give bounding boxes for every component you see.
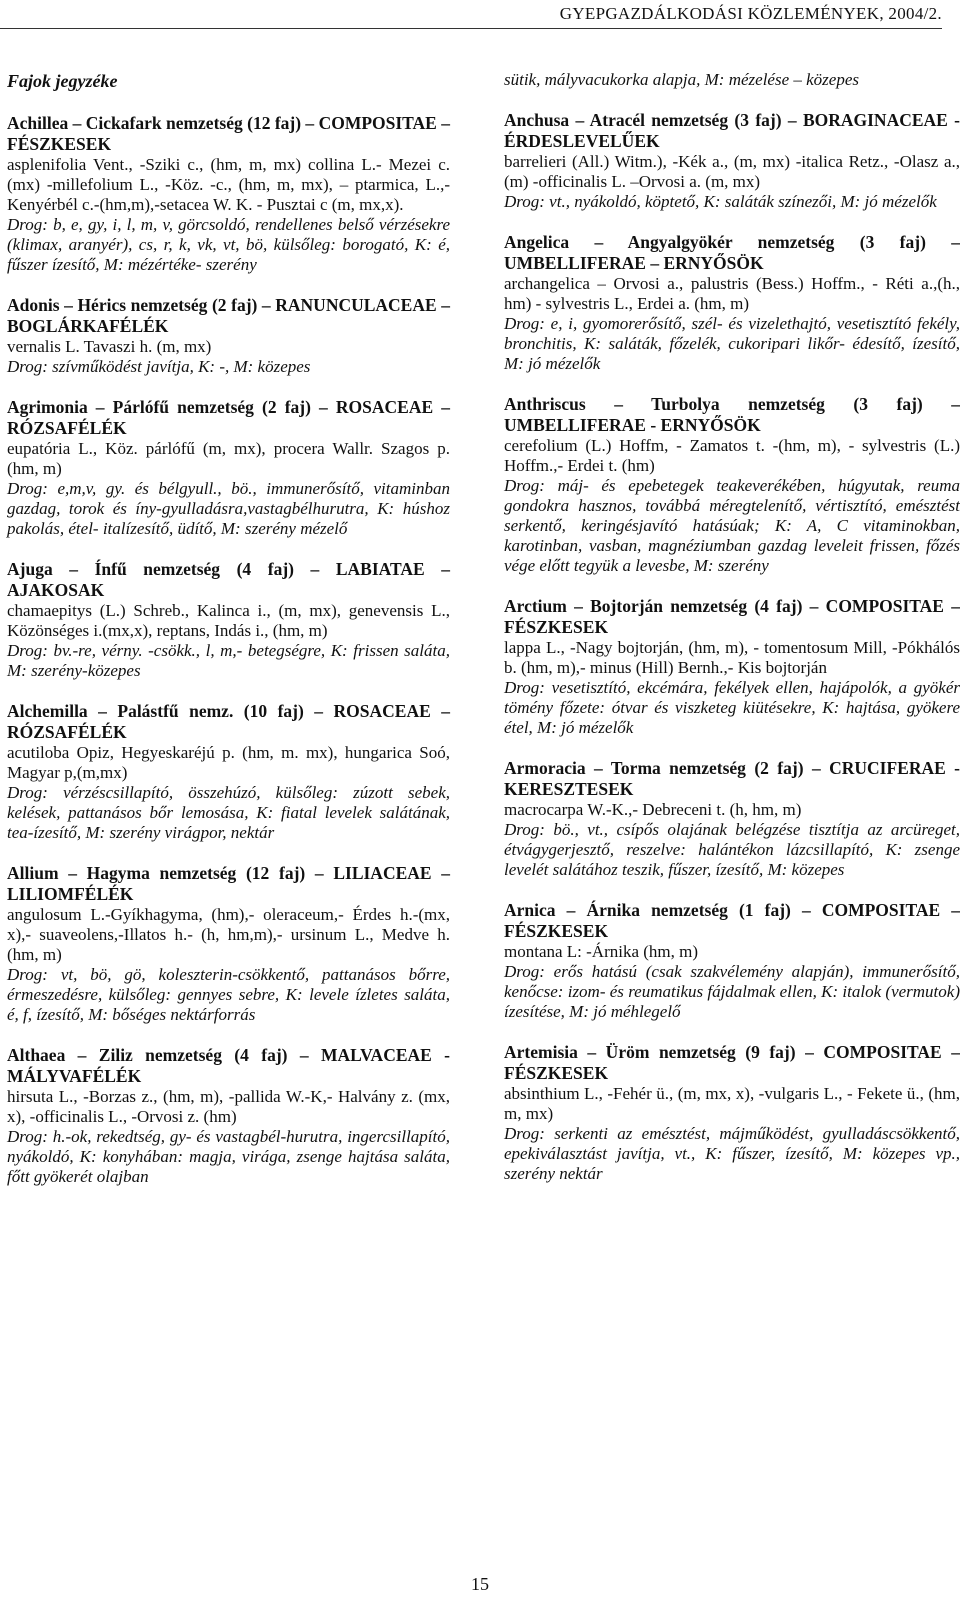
entry-arctium	[504, 596, 960, 738]
entry-althaea	[7, 1045, 450, 1187]
species-list: lappa L., -Nagy bojtorján, (hm, m), - tomentosum Mill, -Pókhálós b. (hm, m),- minus (Hill) Bernh.,- Kis bojtorján	[504, 638, 960, 677]
entry-arnica	[504, 900, 960, 1022]
species-list: eupatória L., Köz. párlófű (m, mx), procera Wallr. Szagos p. (hm, m)	[7, 439, 450, 478]
species-list: montana L: -Árnika (hm, m)	[504, 942, 699, 961]
genus-heading: Angelica – Angyalgyökér nemzetség (3 faj) – UMBELLIFERAE – ERNYŐSÖK	[504, 232, 960, 273]
genus-heading: Ajuga – Ínfű nemzetség (4 faj) – LABIATAE – AJAKOSAK	[7, 559, 450, 600]
drog-description: Drog: vt, bö, gö, koleszterin-csökkentő, pattanásos bőrre, érmeszedésre, külsőleg: gennyes sebre, K: levele ízletes saláta, é, f, ízesítő, M: bőséges nektárforrás	[7, 965, 450, 1024]
genus-heading: Agrimonia – Párlófű nemzetség (2 faj) – ROSACEAE – RÓZSAFÉLÉK	[7, 397, 450, 438]
entry-anchusa	[504, 110, 960, 212]
drog-description: Drog: erős hatású (csak szakvélemény alapján), immunerősítő, kenőcse: izom- és reumatikus fájdalmak ellen, K: italok (vermutok) ízesítése, M: jó méhlegelő	[504, 962, 960, 1021]
entry-agrimonia	[7, 397, 450, 539]
drog-description: Drog: bv.-re, vérny. -csökk., l, m,- betegségre, K: frissen saláta, M: szerény-közepes	[7, 641, 450, 680]
page-number: 15	[471, 1574, 489, 1594]
species-list: cerefolium (L.) Hoffm, - Zamatos t. -(hm, m), - sylvestris (L.) Hoffm.,- Erdei t. (hm)	[504, 436, 960, 475]
entry-achillea	[7, 113, 450, 275]
drog-description: Drog: b, e, gy, i, l, m, v, görcsoldó, rendellenes belső vérzésekre (klimax, aranyér), cs, r, k, vk, vt, bö, külsőleg: borogató, K: é, fűszer ízesítő, M: mézértéke- szerény	[7, 215, 450, 274]
entry-anthriscus	[504, 394, 960, 576]
continuation-text: sütik, mályvacukorka alapja, M: mézelése – közepes	[504, 70, 859, 89]
entry-angelica	[504, 232, 960, 374]
genus-heading: Alchemilla – Palástfű nemz. (10 faj) – ROSACEAE – RÓZSAFÉLÉK	[7, 701, 450, 742]
genus-heading: Achillea – Cickafark nemzetség (12 faj) – COMPOSITAE – FÉSZKESEK	[7, 113, 450, 154]
genus-heading: Anchusa – Atracél nemzetség (3 faj) – BORAGINACEAE - ÉRDESLEVELŰEK	[504, 110, 960, 151]
genus-heading: Arnica – Árnika nemzetség (1 faj) – COMPOSITAE – FÉSZKESEK	[504, 900, 960, 941]
species-list: absinthium L., -Fehér ü., (m, mx, x), -vulgaris L., - Fekete ü., (hm, m, mx)	[504, 1084, 960, 1123]
genus-heading: Arctium – Bojtorján nemzetség (4 faj) – COMPOSITAE – FÉSZKESEK	[504, 596, 960, 637]
header-rule	[0, 28, 942, 29]
species-list: hirsuta L., -Borzas z., (hm, m), -pallida W.-K,- Halvány z. (mx, x), -officinalis L., -Orvosi z. (hm)	[7, 1087, 450, 1126]
species-list: vernalis L. Tavaszi h. (m, mx)	[7, 337, 212, 356]
left-column	[7, 70, 450, 1207]
entry-artemisia	[504, 1042, 960, 1184]
genus-heading: Armoracia – Torma nemzetség (2 faj) – CRUCIFERAE - KERESZTESEK	[504, 758, 960, 799]
right-column	[504, 70, 960, 1204]
drog-description: Drog: bö., vt., csípős olajának belégzése tisztítja az arcüreget, étvágygerjesztő, reszelve: halántékon lázcsillapító, K: zsenge levelét salátához teszik, fűszer, ízesítő, M: közepes	[504, 820, 960, 879]
species-list: barrelieri (All.) Witm.), -Kék a., (m, mx) -italica Retz., -Olasz a., (m) -officinalis L. –Orvosi a. (m, mx)	[504, 152, 960, 191]
drog-description: Drog: vérzéscsillapító, összehúzó, külsőleg: zúzott sebek, kelések, pattanásos bőr lemosása, K: fiatal levelek salátának, tea-ízesítő, M: szerény virágpor, nektár	[7, 783, 450, 842]
species-list: macrocarpa W.-K.,- Debreceni t. (h, hm, m)	[504, 800, 802, 819]
drog-description: Drog: e,m,v, gy. és bélgyull., bö., immunerősítő, vitaminban gazdag, torok és íny-gyulladásra,vastagbélhurutra, K: húshoz pakolás, étel- italízesítő, üdítő, M: szerény mézelő	[7, 479, 450, 538]
genus-heading: Artemisia – Üröm nemzetség (9 faj) – COMPOSITAE – FÉSZKESEK	[504, 1042, 960, 1083]
section-title: Fajok jegyzéke	[7, 71, 118, 91]
species-list: angulosum L.-Gyíkhagyma, (hm),- oleraceum,- Érdes h.-(mx, x),- suaveolens,-Illatos h.- (h, hm,m),- ursinum L., Medve h. (hm, m)	[7, 905, 450, 964]
genus-heading: Anthriscus – Turbolya nemzetség (3 faj) – UMBELLIFERAE - ERNYŐSÖK	[504, 394, 960, 435]
drog-description: Drog: serkenti az emésztést, májműködést, gyulladáscsökkentő, epekiválasztást javítja, vt., K: fűszer, ízesítő, M: közepes vp., szerény nektár	[504, 1124, 960, 1183]
genus-heading: Allium – Hagyma nemzetség (12 faj) – LILIACEAE – LILIOMFÉLÉK	[7, 863, 450, 904]
drog-description: Drog: vesetisztító, ekcémára, fekélyek ellen, hajápolók, a gyökér tömény főzete: ótvar és viszketeg kiütésekre, K: hajtása, gyökere étel, M: jó mézelők	[504, 678, 960, 737]
species-list: chamaepitys (L.) Schreb., Kalinca i., (m, mx), genevensis L., Közönséges i.(mx,x), reptans, Indás i., (hm, m)	[7, 601, 450, 640]
drog-description: Drog: vt., nyákoldó, köptető, K: saláták színezői, M: jó mézelők	[504, 192, 937, 211]
drog-description: Drog: e, i, gyomorerősítő, szél- és vizelethajtó, vesetisztító fekély, bronchitis, K: saláták, főzelék, cukoripari likőr- édesítő, ízesítő, M: jó mézelők	[504, 314, 960, 373]
species-list: asplenifolia Vent., -Sziki c., (hm, m, mx) collina L.- Mezei c. (mx) -millefolium L., -Köz. -c., (hm, m, mx), – ptarmica, L.,-Kenyérbél c.-(hm,m),-setacea W. K. - Pusztai c (m, mx,x).	[7, 155, 450, 214]
entry-allium	[7, 863, 450, 1025]
entry-ajuga	[7, 559, 450, 681]
species-list: archangelica – Orvosi a., palustris (Bess.) Hoffm., - Réti a.,(h., hm) - sylvestris L., Erdei a. (hm, m)	[504, 274, 960, 313]
genus-heading: Althaea – Ziliz nemzetség (4 faj) – MALVACEAE - MÁLYVAFÉLÉK	[7, 1045, 450, 1086]
journal-header: GYEPGAZDÁLKODÁSI KÖZLEMÉNYEK, 2004/2.	[559, 4, 942, 23]
entry-armoracia	[504, 758, 960, 880]
drog-description: Drog: szívműködést javítja, K: -, M: közepes	[7, 357, 311, 376]
genus-heading: Adonis – Hérics nemzetség (2 faj) – RANUNCULACEAE –BOGLÁRKAFÉLÉK	[7, 295, 450, 336]
species-list: acutiloba Opiz, Hegyeskaréjú p. (hm, m. mx), hungarica Soó, Magyar p,(m,mx)	[7, 743, 450, 782]
entry-adonis	[7, 295, 450, 377]
entry-alchemilla	[7, 701, 450, 843]
drog-description: Drog: h.-ok, rekedtség, gy- és vastagbél-hurutra, ingercsillapító, nyákoldó, K: konyhában: magja, virága, zsenge hajtása saláta, főtt gyökerét olajban	[7, 1127, 450, 1186]
drog-description: Drog: máj- és epebetegek teakeverékében, húgyutak, reuma gondokra hasznos, továbbá méregtelenítő, vértisztító, emésztést serkentő, keringésjavító hatásúak; K: A, C vitaminokban, karotinban, vasban, magnéziumban gazdag leveleit frissen, főzés vége előtt tegyük a levesbe, M: szerény	[504, 476, 960, 575]
